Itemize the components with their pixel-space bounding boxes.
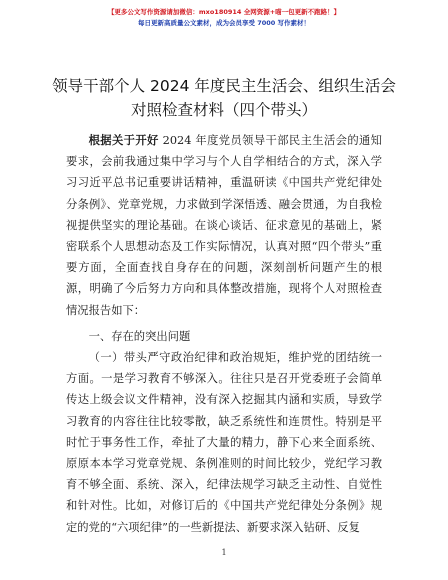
section-paragraph: （一）带头严守政治纪律和政治规矩，维护党的团结统一方面。一是学习教育不够深入。往往只是召开党委班子会简单传达上级会议文件精神，没有深入挖掘其内涵和实质，导致学习教育的内容往往比较零散，缺乏系统性和连贯性。特别是平时忙于事务性工作，牵扯了大量的精力，静下心来全面系统、原原本本学习党章党规、条例准则的时间比较少，党纪学习教育不够全面、系统、深入，纪律法规学习缺乏主动性、自觉性和针对性。比如，对修订后的《中国共产党纪律处分条例》规定的党的“六项纪律”的一些新提法、新要求深入钻研、反复 — [66, 351, 382, 534]
section-heading: 一、存在的突出问题 — [88, 329, 191, 343]
banner-line-blue: 每日更新高质量公文素材，成为会员享受 7000 写作素材！ — [137, 19, 311, 27]
intro-text: 2024 年度党员领导干部民主生活会的通知要求，会前我通过集中学习与个人自学相结合的方式，深入学习习近平总书记重要讲话精神，重温研读《中国共产党纪律处分条例》、党章党规，力求做到学深悟透、融会贯通，为自我检视提供坚实的理论基础。在谈心谈话、征求意见的基础上，紧密联系个人思想动态及工作实际情况，认真对照“四个带头”重要方面，全面查找自身存在的问题，深刻剖析问题产生的根源，明确了今后努力方向和具体整改措施，现将个人对照检查情况报告如下： — [66, 134, 382, 317]
banner-line-red: 【更多公文写作资源请加微信：mxo180914 全网资源+喵一包更新不跑路！】 — [107, 8, 341, 16]
document-title: 领导干部个人 2024 年度民主生活会、组织生活会对照检查材料（四个带头） — [52, 77, 396, 119]
intro-paragraph — [66, 130, 382, 321]
document-body — [66, 130, 382, 538]
promo-banner — [0, 7, 448, 28]
intro-lead: 根据关于开好 — [88, 133, 159, 147]
page-number: 1 — [221, 548, 227, 557]
